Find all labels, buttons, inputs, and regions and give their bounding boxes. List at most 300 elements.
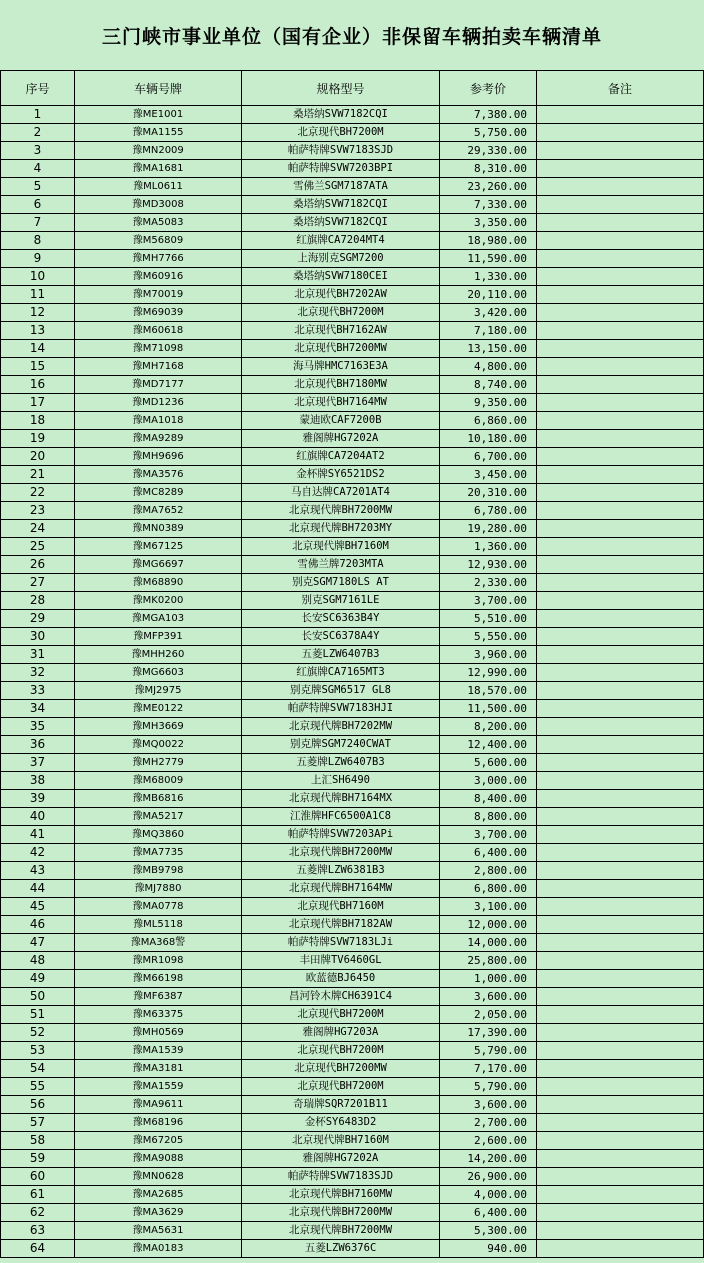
cell-model[interactable]: 长安SC6378A4Y: [242, 628, 440, 646]
cell-note[interactable]: [537, 880, 704, 898]
cell-seq[interactable]: 54: [1, 1060, 75, 1078]
cell-plate[interactable]: 豫MB6816: [75, 790, 242, 808]
cell-plate[interactable]: 豫MQ3860: [75, 826, 242, 844]
cell-seq[interactable]: 44: [1, 880, 75, 898]
cell-seq[interactable]: 18: [1, 412, 75, 430]
cell-plate[interactable]: 豫MA3629: [75, 1204, 242, 1222]
cell-seq[interactable]: 3: [1, 142, 75, 160]
cell-model[interactable]: 北京现代BH7200M: [242, 304, 440, 322]
cell-price[interactable]: 7,180.00: [440, 322, 537, 340]
cell-price[interactable]: 3,960.00: [440, 646, 537, 664]
cell-price[interactable]: 8,200.00: [440, 718, 537, 736]
cell-note[interactable]: [537, 988, 704, 1006]
header-seq[interactable]: 序号: [1, 71, 75, 106]
cell-model[interactable]: 北京现代BH7200M: [242, 1078, 440, 1096]
cell-plate[interactable]: 豫MA1018: [75, 412, 242, 430]
cell-note[interactable]: [537, 430, 704, 448]
cell-model[interactable]: 帕萨特牌SVW7203BPI: [242, 160, 440, 178]
cell-note[interactable]: [537, 826, 704, 844]
cell-plate[interactable]: 豫MD7177: [75, 376, 242, 394]
cell-price[interactable]: 6,780.00: [440, 502, 537, 520]
cell-model[interactable]: 北京现代BH7200M: [242, 1006, 440, 1024]
cell-price[interactable]: 18,570.00: [440, 682, 537, 700]
cell-note[interactable]: [537, 520, 704, 538]
cell-note[interactable]: [537, 736, 704, 754]
cell-plate[interactable]: 豫MH3669: [75, 718, 242, 736]
cell-seq[interactable]: 23: [1, 502, 75, 520]
cell-note[interactable]: [537, 1060, 704, 1078]
cell-seq[interactable]: 64: [1, 1240, 75, 1258]
cell-note[interactable]: [537, 340, 704, 358]
cell-note[interactable]: [537, 304, 704, 322]
cell-model[interactable]: 北京现代BH7180MW: [242, 376, 440, 394]
cell-price[interactable]: 4,000.00: [440, 1186, 537, 1204]
cell-price[interactable]: 8,400.00: [440, 790, 537, 808]
cell-seq[interactable]: 37: [1, 754, 75, 772]
cell-price[interactable]: 3,350.00: [440, 214, 537, 232]
cell-note[interactable]: [537, 862, 704, 880]
cell-plate[interactable]: 豫M60916: [75, 268, 242, 286]
cell-seq[interactable]: 32: [1, 664, 75, 682]
cell-seq[interactable]: 11: [1, 286, 75, 304]
cell-plate[interactable]: 豫MA5217: [75, 808, 242, 826]
cell-model[interactable]: 北京现代牌BH7164MX: [242, 790, 440, 808]
cell-note[interactable]: [537, 1078, 704, 1096]
cell-plate[interactable]: 豫MJ7880: [75, 880, 242, 898]
cell-model[interactable]: 丰田牌TV6460GL: [242, 952, 440, 970]
cell-model[interactable]: 北京现代BH7202AW: [242, 286, 440, 304]
cell-price[interactable]: 3,700.00: [440, 826, 537, 844]
cell-seq[interactable]: 35: [1, 718, 75, 736]
cell-price[interactable]: 1,330.00: [440, 268, 537, 286]
cell-model[interactable]: 北京现代牌BH7200MW: [242, 1204, 440, 1222]
cell-price[interactable]: 14,000.00: [440, 934, 537, 952]
cell-price[interactable]: 6,700.00: [440, 448, 537, 466]
cell-seq[interactable]: 29: [1, 610, 75, 628]
cell-plate[interactable]: 豫ME0122: [75, 700, 242, 718]
cell-seq[interactable]: 21: [1, 466, 75, 484]
cell-plate[interactable]: 豫MA7735: [75, 844, 242, 862]
cell-seq[interactable]: 48: [1, 952, 75, 970]
cell-seq[interactable]: 8: [1, 232, 75, 250]
cell-note[interactable]: [537, 754, 704, 772]
cell-plate[interactable]: 豫MA5631: [75, 1222, 242, 1240]
cell-note[interactable]: [537, 952, 704, 970]
cell-plate[interactable]: 豫MC8289: [75, 484, 242, 502]
cell-plate[interactable]: 豫ML5118: [75, 916, 242, 934]
cell-model[interactable]: 雅阁牌HG7202A: [242, 1150, 440, 1168]
cell-seq[interactable]: 27: [1, 574, 75, 592]
cell-note[interactable]: [537, 268, 704, 286]
cell-price[interactable]: 19,280.00: [440, 520, 537, 538]
cell-seq[interactable]: 17: [1, 394, 75, 412]
cell-seq[interactable]: 25: [1, 538, 75, 556]
cell-seq[interactable]: 15: [1, 358, 75, 376]
cell-seq[interactable]: 2: [1, 124, 75, 142]
cell-note[interactable]: [537, 1132, 704, 1150]
cell-seq[interactable]: 45: [1, 898, 75, 916]
cell-price[interactable]: 17,390.00: [440, 1024, 537, 1042]
cell-plate[interactable]: 豫MA1681: [75, 160, 242, 178]
cell-price[interactable]: 7,170.00: [440, 1060, 537, 1078]
cell-plate[interactable]: 豫MN0389: [75, 520, 242, 538]
cell-note[interactable]: [537, 1096, 704, 1114]
cell-note[interactable]: [537, 664, 704, 682]
cell-seq[interactable]: 9: [1, 250, 75, 268]
cell-plate[interactable]: 豫M66198: [75, 970, 242, 988]
cell-seq[interactable]: 39: [1, 790, 75, 808]
cell-model[interactable]: 北京现代BH7164MW: [242, 394, 440, 412]
cell-note[interactable]: [537, 1222, 704, 1240]
cell-model[interactable]: 别克SGM7180LS AT: [242, 574, 440, 592]
cell-price[interactable]: 3,000.00: [440, 772, 537, 790]
cell-model[interactable]: 北京现代BH7162AW: [242, 322, 440, 340]
cell-model[interactable]: 帕萨特牌SVW7183SJD: [242, 1168, 440, 1186]
cell-model[interactable]: 红旗牌CA7204AT2: [242, 448, 440, 466]
cell-model[interactable]: 北京现代牌BH7200MW: [242, 844, 440, 862]
cell-model[interactable]: 红旗牌CA7204MT4: [242, 232, 440, 250]
cell-note[interactable]: [537, 808, 704, 826]
cell-note[interactable]: [537, 682, 704, 700]
cell-seq[interactable]: 57: [1, 1114, 75, 1132]
cell-note[interactable]: [537, 610, 704, 628]
cell-seq[interactable]: 55: [1, 1078, 75, 1096]
cell-model[interactable]: 五菱LZW6376C: [242, 1240, 440, 1258]
cell-plate[interactable]: 豫M70019: [75, 286, 242, 304]
cell-model[interactable]: 江淮牌HFC6500A1C8: [242, 808, 440, 826]
cell-seq[interactable]: 19: [1, 430, 75, 448]
cell-seq[interactable]: 47: [1, 934, 75, 952]
cell-seq[interactable]: 13: [1, 322, 75, 340]
cell-note[interactable]: [537, 574, 704, 592]
cell-price[interactable]: 26,900.00: [440, 1168, 537, 1186]
cell-plate[interactable]: 豫MA7652: [75, 502, 242, 520]
cell-seq[interactable]: 49: [1, 970, 75, 988]
cell-note[interactable]: [537, 466, 704, 484]
cell-plate[interactable]: 豫M71098: [75, 340, 242, 358]
cell-price[interactable]: 7,380.00: [440, 106, 537, 124]
cell-note[interactable]: [537, 394, 704, 412]
cell-seq[interactable]: 56: [1, 1096, 75, 1114]
cell-note[interactable]: [537, 502, 704, 520]
cell-plate[interactable]: 豫M63375: [75, 1006, 242, 1024]
cell-seq[interactable]: 61: [1, 1186, 75, 1204]
cell-note[interactable]: [537, 898, 704, 916]
cell-seq[interactable]: 16: [1, 376, 75, 394]
cell-plate[interactable]: 豫ME1001: [75, 106, 242, 124]
cell-price[interactable]: 14,200.00: [440, 1150, 537, 1168]
header-price[interactable]: 参考价: [440, 71, 537, 106]
cell-seq[interactable]: 59: [1, 1150, 75, 1168]
cell-note[interactable]: [537, 286, 704, 304]
cell-note[interactable]: [537, 250, 704, 268]
cell-note[interactable]: [537, 1168, 704, 1186]
cell-price[interactable]: 3,600.00: [440, 988, 537, 1006]
cell-seq[interactable]: 62: [1, 1204, 75, 1222]
cell-price[interactable]: 2,330.00: [440, 574, 537, 592]
cell-model[interactable]: 北京现代BH7200MW: [242, 340, 440, 358]
cell-note[interactable]: [537, 772, 704, 790]
cell-price[interactable]: 7,330.00: [440, 196, 537, 214]
cell-plate[interactable]: 豫MA2685: [75, 1186, 242, 1204]
cell-plate[interactable]: 豫MH7766: [75, 250, 242, 268]
cell-plate[interactable]: 豫MA1539: [75, 1042, 242, 1060]
cell-seq[interactable]: 30: [1, 628, 75, 646]
cell-model[interactable]: 北京现代牌BH7203MY: [242, 520, 440, 538]
cell-seq[interactable]: 34: [1, 700, 75, 718]
cell-model[interactable]: 雪佛兰SGM7187ATA: [242, 178, 440, 196]
cell-seq[interactable]: 38: [1, 772, 75, 790]
cell-price[interactable]: 5,300.00: [440, 1222, 537, 1240]
cell-model[interactable]: 海马牌HMC7163E3A: [242, 358, 440, 376]
cell-price[interactable]: 3,700.00: [440, 592, 537, 610]
cell-note[interactable]: [537, 232, 704, 250]
cell-note[interactable]: [537, 700, 704, 718]
cell-plate[interactable]: 豫MA9289: [75, 430, 242, 448]
cell-plate[interactable]: 豫M67205: [75, 1132, 242, 1150]
cell-price[interactable]: 29,330.00: [440, 142, 537, 160]
cell-plate[interactable]: 豫MA0183: [75, 1240, 242, 1258]
cell-seq[interactable]: 43: [1, 862, 75, 880]
cell-plate[interactable]: 豫M68196: [75, 1114, 242, 1132]
cell-model[interactable]: 北京现代牌BH7202MW: [242, 718, 440, 736]
cell-plate[interactable]: 豫MQ0022: [75, 736, 242, 754]
cell-price[interactable]: 1,000.00: [440, 970, 537, 988]
cell-plate[interactable]: 豫MA9611: [75, 1096, 242, 1114]
cell-model[interactable]: 北京现代BH7160M: [242, 898, 440, 916]
cell-price[interactable]: 2,050.00: [440, 1006, 537, 1024]
cell-model[interactable]: 五菱LZW6407B3: [242, 646, 440, 664]
cell-note[interactable]: [537, 592, 704, 610]
cell-seq[interactable]: 33: [1, 682, 75, 700]
cell-price[interactable]: 18,980.00: [440, 232, 537, 250]
cell-model[interactable]: 别克SGM7161LE: [242, 592, 440, 610]
cell-price[interactable]: 25,800.00: [440, 952, 537, 970]
cell-price[interactable]: 6,800.00: [440, 880, 537, 898]
cell-price[interactable]: 2,600.00: [440, 1132, 537, 1150]
cell-plate[interactable]: 豫MN0628: [75, 1168, 242, 1186]
cell-model[interactable]: 上海别克SGM7200: [242, 250, 440, 268]
cell-price[interactable]: 940.00: [440, 1240, 537, 1258]
cell-model[interactable]: 北京现代牌BH7160M: [242, 538, 440, 556]
cell-plate[interactable]: 豫M67125: [75, 538, 242, 556]
cell-plate[interactable]: 豫M68009: [75, 772, 242, 790]
cell-seq[interactable]: 20: [1, 448, 75, 466]
cell-note[interactable]: [537, 376, 704, 394]
cell-note[interactable]: [537, 160, 704, 178]
cell-model[interactable]: 五菱牌LZW6407B3: [242, 754, 440, 772]
cell-model[interactable]: 雪佛兰牌7203MTA: [242, 556, 440, 574]
cell-note[interactable]: [537, 1024, 704, 1042]
cell-price[interactable]: 6,400.00: [440, 844, 537, 862]
cell-model[interactable]: 蒙迪欧CAF7200B: [242, 412, 440, 430]
cell-note[interactable]: [537, 214, 704, 232]
cell-model[interactable]: 雅阁牌HG7202A: [242, 430, 440, 448]
cell-model[interactable]: 北京现代牌BH7200MW: [242, 502, 440, 520]
cell-price[interactable]: 4,800.00: [440, 358, 537, 376]
cell-plate[interactable]: 豫MJ2975: [75, 682, 242, 700]
cell-price[interactable]: 20,310.00: [440, 484, 537, 502]
cell-seq[interactable]: 7: [1, 214, 75, 232]
cell-model[interactable]: 桑塔纳SVW7182CQI: [242, 196, 440, 214]
cell-note[interactable]: [537, 916, 704, 934]
cell-seq[interactable]: 41: [1, 826, 75, 844]
cell-note[interactable]: [537, 844, 704, 862]
cell-plate[interactable]: 豫MA0778: [75, 898, 242, 916]
cell-seq[interactable]: 4: [1, 160, 75, 178]
cell-plate[interactable]: 豫MK0200: [75, 592, 242, 610]
cell-price[interactable]: 12,990.00: [440, 664, 537, 682]
cell-model[interactable]: 雅阁牌HG7203A: [242, 1024, 440, 1042]
cell-price[interactable]: 10,180.00: [440, 430, 537, 448]
cell-note[interactable]: [537, 1006, 704, 1024]
cell-plate[interactable]: 豫MFP391: [75, 628, 242, 646]
cell-seq[interactable]: 22: [1, 484, 75, 502]
cell-model[interactable]: 帕萨特牌SVW7203APi: [242, 826, 440, 844]
cell-price[interactable]: 3,420.00: [440, 304, 537, 322]
cell-note[interactable]: [537, 484, 704, 502]
cell-note[interactable]: [537, 196, 704, 214]
cell-note[interactable]: [537, 412, 704, 430]
cell-plate[interactable]: 豫MGA103: [75, 610, 242, 628]
cell-plate[interactable]: 豫M56809: [75, 232, 242, 250]
cell-plate[interactable]: 豫MA9088: [75, 1150, 242, 1168]
header-note[interactable]: 备注: [537, 71, 704, 106]
cell-model[interactable]: 五菱牌LZW6381B3: [242, 862, 440, 880]
cell-note[interactable]: [537, 538, 704, 556]
cell-model[interactable]: 马自达牌CA7201AT4: [242, 484, 440, 502]
cell-price[interactable]: 5,600.00: [440, 754, 537, 772]
cell-seq[interactable]: 6: [1, 196, 75, 214]
cell-note[interactable]: [537, 178, 704, 196]
cell-seq[interactable]: 28: [1, 592, 75, 610]
cell-seq[interactable]: 50: [1, 988, 75, 1006]
cell-note[interactable]: [537, 358, 704, 376]
cell-seq[interactable]: 40: [1, 808, 75, 826]
cell-plate[interactable]: 豫MH9696: [75, 448, 242, 466]
cell-plate[interactable]: 豫ML0611: [75, 178, 242, 196]
cell-plate[interactable]: 豫M69039: [75, 304, 242, 322]
cell-model[interactable]: 北京现代BH7200M: [242, 1042, 440, 1060]
cell-plate[interactable]: 豫MA3576: [75, 466, 242, 484]
cell-model[interactable]: 长安SC6363B4Y: [242, 610, 440, 628]
cell-seq[interactable]: 5: [1, 178, 75, 196]
cell-note[interactable]: [537, 1240, 704, 1258]
cell-note[interactable]: [537, 322, 704, 340]
cell-price[interactable]: 3,100.00: [440, 898, 537, 916]
cell-price[interactable]: 3,450.00: [440, 466, 537, 484]
cell-model[interactable]: 北京现代牌BH7182AW: [242, 916, 440, 934]
cell-plate[interactable]: 豫MHH260: [75, 646, 242, 664]
cell-price[interactable]: 13,150.00: [440, 340, 537, 358]
cell-seq[interactable]: 53: [1, 1042, 75, 1060]
cell-note[interactable]: [537, 790, 704, 808]
cell-plate[interactable]: 豫MD1236: [75, 394, 242, 412]
cell-model[interactable]: 桑塔纳SVW7182CQI: [242, 214, 440, 232]
cell-plate[interactable]: 豫MG6697: [75, 556, 242, 574]
cell-price[interactable]: 3,600.00: [440, 1096, 537, 1114]
cell-plate[interactable]: 豫MA1559: [75, 1078, 242, 1096]
cell-model[interactable]: 北京现代牌BH7160MW: [242, 1186, 440, 1204]
cell-plate[interactable]: 豫MA368警: [75, 934, 242, 952]
cell-note[interactable]: [537, 1114, 704, 1132]
cell-model[interactable]: 帕萨特牌SVW7183HJI: [242, 700, 440, 718]
cell-price[interactable]: 5,510.00: [440, 610, 537, 628]
cell-plate[interactable]: 豫MH2779: [75, 754, 242, 772]
cell-note[interactable]: [537, 1150, 704, 1168]
cell-model[interactable]: 欧蓝德BJ6450: [242, 970, 440, 988]
cell-plate[interactable]: 豫MH7168: [75, 358, 242, 376]
cell-note[interactable]: [537, 1186, 704, 1204]
cell-model[interactable]: 桑塔纳SVW7180CEI: [242, 268, 440, 286]
cell-model[interactable]: 红旗牌CA7165MT3: [242, 664, 440, 682]
cell-plate[interactable]: 豫MG6603: [75, 664, 242, 682]
cell-price[interactable]: 20,110.00: [440, 286, 537, 304]
header-model[interactable]: 规格型号: [242, 71, 440, 106]
cell-seq[interactable]: 1: [1, 106, 75, 124]
cell-plate[interactable]: 豫MN2009: [75, 142, 242, 160]
cell-model[interactable]: 金杯SY6483D2: [242, 1114, 440, 1132]
cell-seq[interactable]: 14: [1, 340, 75, 358]
cell-price[interactable]: 11,590.00: [440, 250, 537, 268]
cell-model[interactable]: 奇瑞牌SQR7201B11: [242, 1096, 440, 1114]
cell-price[interactable]: 2,800.00: [440, 862, 537, 880]
cell-seq[interactable]: 46: [1, 916, 75, 934]
cell-note[interactable]: [537, 934, 704, 952]
cell-seq[interactable]: 24: [1, 520, 75, 538]
cell-note[interactable]: [537, 1042, 704, 1060]
cell-note[interactable]: [537, 124, 704, 142]
cell-model[interactable]: 帕萨特牌SVW7183SJD: [242, 142, 440, 160]
cell-price[interactable]: 1,360.00: [440, 538, 537, 556]
cell-price[interactable]: 8,310.00: [440, 160, 537, 178]
cell-note[interactable]: [537, 628, 704, 646]
cell-note[interactable]: [537, 970, 704, 988]
cell-plate[interactable]: 豫MB9798: [75, 862, 242, 880]
cell-model[interactable]: 上汇SH6490: [242, 772, 440, 790]
cell-model[interactable]: 北京现代牌BH7160M: [242, 1132, 440, 1150]
cell-model[interactable]: 昌河铃木牌CH6391C4: [242, 988, 440, 1006]
cell-note[interactable]: [537, 556, 704, 574]
cell-seq[interactable]: 63: [1, 1222, 75, 1240]
cell-seq[interactable]: 31: [1, 646, 75, 664]
cell-price[interactable]: 23,260.00: [440, 178, 537, 196]
cell-price[interactable]: 2,700.00: [440, 1114, 537, 1132]
cell-note[interactable]: [537, 646, 704, 664]
cell-model[interactable]: 北京现代BH7200M: [242, 124, 440, 142]
cell-seq[interactable]: 10: [1, 268, 75, 286]
cell-price[interactable]: 5,550.00: [440, 628, 537, 646]
cell-plate[interactable]: 豫M60618: [75, 322, 242, 340]
cell-price[interactable]: 12,000.00: [440, 916, 537, 934]
cell-note[interactable]: [537, 1204, 704, 1222]
cell-model[interactable]: 北京现代牌BH7164MW: [242, 880, 440, 898]
cell-note[interactable]: [537, 448, 704, 466]
cell-plate[interactable]: 豫MF6387: [75, 988, 242, 1006]
cell-model[interactable]: 北京现代牌BH7200MW: [242, 1222, 440, 1240]
cell-price[interactable]: 9,350.00: [440, 394, 537, 412]
cell-plate[interactable]: 豫MH0569: [75, 1024, 242, 1042]
cell-price[interactable]: 12,930.00: [440, 556, 537, 574]
cell-price[interactable]: 5,790.00: [440, 1078, 537, 1096]
cell-model[interactable]: 帕萨特牌SVW7183LJi: [242, 934, 440, 952]
cell-plate[interactable]: 豫MA3181: [75, 1060, 242, 1078]
header-plate[interactable]: 车辆号牌: [75, 71, 242, 106]
cell-seq[interactable]: 60: [1, 1168, 75, 1186]
cell-model[interactable]: 别克牌SGM7240CWAT: [242, 736, 440, 754]
cell-note[interactable]: [537, 106, 704, 124]
cell-price[interactable]: 6,400.00: [440, 1204, 537, 1222]
